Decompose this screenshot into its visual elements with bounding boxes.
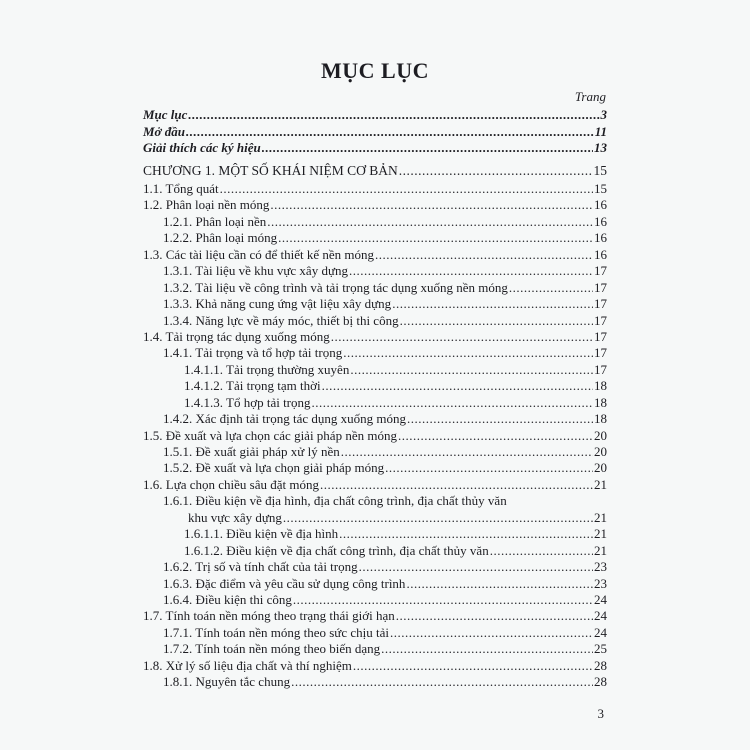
toc-entry-label: 1.3.1. Tài liệu về khu vực xây dựng [163, 263, 348, 279]
toc-entry-label: 1.6. Lựa chọn chiều sâu đặt móng [143, 476, 320, 492]
dot-leader [283, 510, 593, 526]
toc-entry[interactable] [143, 329, 607, 345]
toc-entry-continuation[interactable] [143, 510, 607, 526]
toc-entry[interactable] [143, 345, 607, 361]
toc-entry-page: 18 [594, 411, 607, 427]
dot-leader [350, 362, 593, 378]
toc-entry-label: 1.2.2. Phân loại móng [163, 230, 278, 246]
dot-leader [270, 197, 593, 213]
toc-entry[interactable] [143, 576, 607, 592]
dot-leader [186, 124, 594, 141]
dot-leader [400, 313, 593, 329]
toc-entry-page: 16 [594, 197, 607, 213]
dot-leader [312, 395, 593, 411]
toc-entry[interactable] [143, 247, 607, 263]
dot-leader [407, 411, 593, 427]
dot-leader [509, 280, 593, 296]
chapter-toc [143, 163, 607, 691]
toc-entry-page: 3 [600, 107, 607, 122]
toc-entry-label: 1.4.1.3. Tổ hợp tải trọng [184, 394, 311, 410]
chapter-page: 15 [593, 163, 607, 178]
dot-leader [381, 641, 593, 657]
toc-entry-label: khu vực xây dựng [188, 509, 282, 525]
toc-entry[interactable] [143, 444, 607, 460]
dot-leader [406, 576, 593, 592]
dot-leader [353, 658, 593, 674]
dot-leader [385, 460, 593, 476]
toc-entry-page: 13 [594, 140, 607, 156]
toc-entry[interactable] [143, 674, 607, 690]
toc-entry[interactable] [143, 197, 607, 213]
toc-entry[interactable] [143, 526, 607, 542]
toc-entry-label: 1.1. Tổng quát [143, 181, 219, 196]
toc-entry-label: 1.8. Xử lý số liệu địa chất và thí nghiệm [143, 657, 352, 673]
toc-entry[interactable] [143, 140, 607, 157]
toc-entry[interactable] [143, 230, 607, 246]
toc-entry[interactable] [143, 395, 607, 411]
toc-entry-label: 1.4.1.2. Tải trọng tạm thời [184, 378, 321, 394]
toc-entry-label: Mở đầu [143, 123, 186, 139]
toc-entry-label: 1.5.1. Đề xuất giải pháp xử lý nền [163, 444, 340, 459]
toc-entry-page: 17 [594, 296, 607, 312]
toc-entry-page: 20 [594, 427, 607, 443]
toc-entry-page: 18 [594, 394, 607, 410]
toc-entry[interactable] [143, 658, 607, 674]
toc-entry[interactable] [143, 428, 607, 444]
toc-entry[interactable] [143, 477, 607, 493]
toc-entry-label: Giải thích các ký hiệu [143, 140, 261, 156]
toc-entry[interactable] [143, 543, 607, 559]
toc-entry[interactable] [143, 214, 607, 230]
dot-leader [320, 477, 593, 493]
toc-entry-label: 1.4.1.1. Tải trọng thường xuyên [184, 361, 350, 377]
toc-entry-label: 1.6.1. Điều kiện về địa hình, địa chất công trình, địa chất thủy văn [163, 493, 507, 509]
toc-entry-label: 1.7.2. Tính toán nền móng theo biến dạng [163, 641, 381, 657]
dot-leader [375, 247, 593, 263]
toc-entry[interactable] [143, 559, 607, 575]
toc-entry-label: 1.6.4. Điều kiện thi công [163, 591, 292, 607]
toc-entry-page: 16 [594, 213, 607, 229]
toc-entry[interactable] [143, 493, 607, 509]
toc-entry-page: 15 [594, 181, 607, 196]
toc-entry-label: 1.6.1.2. Điều kiện về địa chất công trình, địa chất thủy văn [184, 542, 489, 558]
dot-leader [331, 329, 593, 345]
dot-leader [293, 592, 593, 608]
toc-entry-page: 21 [594, 526, 607, 542]
toc-entry[interactable] [143, 641, 607, 657]
toc-entry-page: 20 [594, 444, 607, 459]
toc-entry-label: 1.7. Tính toán nền móng theo trạng thái giới hạn [143, 608, 395, 624]
toc-entry-page: 17 [594, 328, 607, 344]
toc-entry[interactable] [143, 378, 607, 394]
toc-entry-label: 1.6.3. Đặc điểm và yêu cầu sử dụng công trình [163, 575, 406, 591]
toc-entry-page: 16 [594, 246, 607, 262]
dot-leader [220, 181, 593, 197]
toc-entry-label: 1.4.1. Tải trọng và tổ hợp tải trọng [163, 345, 343, 361]
toc-entry-page: 17 [594, 279, 607, 295]
toc-entry[interactable] [143, 313, 607, 329]
toc-entry-page: 28 [594, 674, 607, 690]
toc-entry-page: 24 [594, 591, 607, 607]
toc-entry-label: 1.3.2. Tài liệu về công trình và tải trọng tác dụng xuống nền móng [163, 279, 508, 295]
dot-leader [188, 107, 599, 124]
toc-entry[interactable] [143, 263, 607, 279]
page-column-header: Trang [574, 89, 606, 104]
toc-entry[interactable] [143, 411, 607, 427]
toc-entry[interactable] [143, 362, 607, 378]
front-matter-list [143, 107, 607, 157]
toc-entry[interactable] [143, 124, 607, 141]
dot-leader [341, 444, 593, 460]
toc-entry-page: 11 [594, 123, 607, 139]
toc-entry-label: Mục lục [143, 107, 188, 122]
dot-leader [490, 543, 593, 559]
toc-entry-label: 1.5.2. Đề xuất và lựa chọn giải pháp móng [163, 460, 385, 476]
dot-leader [396, 608, 593, 624]
dot-leader [322, 378, 593, 394]
dot-leader [359, 559, 593, 575]
dot-leader [390, 625, 593, 641]
toc-entry-page: 17 [594, 345, 607, 361]
toc-entry[interactable] [143, 460, 607, 476]
toc-entry-page: 20 [594, 460, 607, 476]
toc-entry[interactable] [143, 280, 607, 296]
toc-entry[interactable] [143, 592, 607, 608]
toc-entry-label: 1.5. Đề xuất và lựa chọn các giải pháp nền móng [143, 427, 397, 443]
toc-entry-label: 1.7.1. Tính toán nền móng theo sức chịu tải [163, 624, 389, 640]
toc-entry-page: 24 [594, 624, 607, 640]
chapter-heading[interactable] [143, 163, 607, 181]
toc-entry-page: 28 [594, 657, 607, 673]
toc-entry-page: 18 [594, 378, 607, 394]
page-title: MỤC LỤC [321, 58, 429, 83]
dot-leader [349, 263, 593, 279]
toc-entry-label: 1.4. Tải trọng tác dụng xuống móng [143, 328, 330, 344]
dot-leader [291, 674, 593, 690]
toc-entry-page: 16 [594, 230, 607, 246]
toc-entry[interactable] [143, 608, 607, 624]
toc-entry-label: 1.4.2. Xác định tải trọng tác dụng xuống móng [163, 411, 406, 427]
dot-leader [278, 230, 593, 246]
toc-entry-page: 17 [594, 312, 607, 328]
toc-entry-label: 1.2. Phân loại nền móng [143, 197, 270, 213]
toc-entry-page: 21 [594, 476, 607, 492]
toc-entry[interactable] [143, 296, 607, 312]
toc-entry-page: 24 [594, 608, 607, 624]
dot-leader [392, 296, 593, 312]
toc-entry-page: 17 [594, 263, 607, 279]
dot-leader [343, 345, 593, 361]
chapter-title: CHƯƠNG 1. MỘT SỐ KHÁI NIỆM CƠ BẢN [143, 163, 398, 178]
dot-leader [398, 428, 593, 444]
toc-entry-page: 21 [594, 509, 607, 525]
page-number: 3 [597, 706, 604, 721]
toc-entry-page: 25 [594, 641, 607, 657]
dot-leader [267, 214, 593, 230]
toc-entry[interactable] [143, 625, 607, 641]
toc-entry-label: 1.8.1. Nguyên tắc chung [163, 674, 291, 690]
dot-leader [399, 163, 593, 179]
toc-entry-label: 1.6.2. Trị số và tính chất của tải trọng [163, 559, 358, 575]
toc-entry-page: 23 [594, 575, 607, 591]
toc-entry-label: 1.3.3. Khả năng cung ứng vật liệu xây dựng [163, 296, 392, 312]
toc-entry-page: 17 [594, 361, 607, 377]
toc-entry[interactable] [143, 107, 607, 124]
toc-entry-label: 1.3.4. Năng lực về máy móc, thiết bị thi công [163, 312, 399, 328]
toc-entry-page: 21 [594, 542, 607, 558]
dot-leader [262, 140, 593, 157]
toc-entry-page: 23 [594, 559, 607, 575]
toc-entry[interactable] [143, 181, 607, 197]
dot-leader [339, 526, 593, 542]
toc-entry-label: 1.3. Các tài liệu cần có để thiết kế nền móng [143, 246, 375, 262]
toc-entry-label: 1.6.1.1. Điều kiện về địa hình [184, 526, 339, 542]
toc-entry-label: 1.2.1. Phân loại nền [163, 213, 267, 229]
